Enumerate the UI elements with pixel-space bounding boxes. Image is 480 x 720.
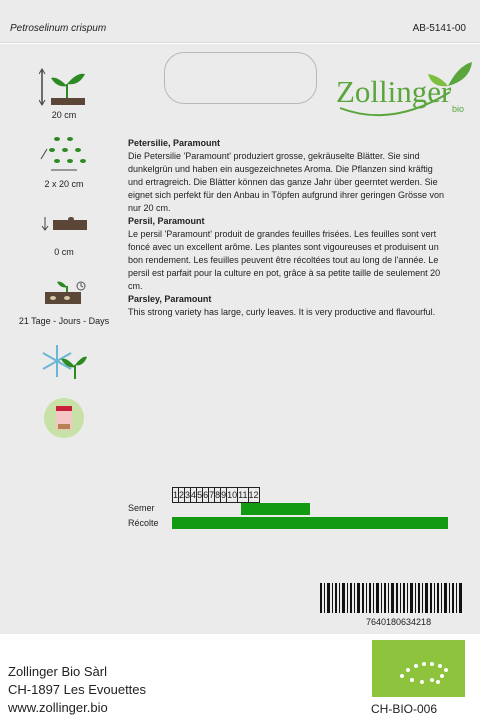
sidebar-item-frost [0,343,128,386]
plant-height-icon [39,68,89,106]
month-cell: 9 [221,488,227,503]
pot-culture-icon [42,396,86,440]
description-title-en: Parsley, Paramount [128,294,212,304]
sidebar-item-pot [0,396,128,445]
description-text-fr: Le persil 'Paramount' produit de grandes feuilles frisées. Les feuilles sont vert foncé avec un excellent arôme. Les plantes sont vigoureuses et produisent un bon rendement. Les feuilles peuvent être récoltées tout au long de l'année. Le persil est parfait pour la culture en pot, grâce à sa petite taille de seulement 20 cm. [128,229,441,291]
height-label: 20 cm [51,110,77,120]
spacing-icon [39,135,89,173]
sidebar-item-height [0,68,128,111]
month-cell: 3 [185,488,191,503]
species-name: Petroselinum crispum [10,23,107,34]
company-website: www.zollinger.bio [8,700,108,715]
month-cell: 6 [203,488,209,503]
certification-code: CH-BIO-006 [371,702,438,716]
depth-label: 0 cm [54,247,74,257]
brand-suffix: bio [452,104,465,114]
month-cell: 1 [173,488,179,503]
month-cell: 7 [209,488,215,503]
company-name: Zollinger Bio Sàrl [8,664,107,679]
harvest-row-label: Récolte [128,518,159,528]
harvest-bar [172,517,448,529]
article-number: AB-5141-00 [412,23,466,34]
month-cell: 5 [197,488,203,503]
description-area [128,137,446,319]
sowing-bar [241,503,310,515]
sidebar-item-depth [0,214,128,237]
barcode-icon [320,583,463,613]
month-cell: 8 [215,488,221,503]
eu-organic-logo-icon [372,640,465,697]
sidebar-item-germination [0,280,128,311]
description-title-fr: Persil, Paramount [128,216,205,226]
month-cell: 4 [191,488,197,503]
packet-window [164,52,317,104]
calendar-month-header [172,487,260,503]
sowing-depth-icon [39,214,89,232]
seed-packet-card [0,44,480,634]
germination-label: 21 Tage - Jours - Days [18,316,110,326]
month-cell: 2 [179,488,185,503]
description-text-en: This strong variety has large, curly leaves. It is very productive and flavourful. [128,307,436,317]
germination-time-icon [39,280,89,306]
sidebar-item-spacing [0,135,128,178]
month-cell: 11 [238,488,248,503]
month-cell: 12 [248,488,259,503]
description-title-de: Petersilie, Paramount [128,138,221,148]
spacing-label: 2 x 20 cm [44,179,84,189]
brand-logo [332,58,474,130]
sowing-row-label: Semer [128,503,155,513]
brand-name: Zollinger [336,74,452,109]
header-bar [0,0,480,43]
month-cell: 10 [227,488,238,503]
frost-hardy-icon [39,343,89,381]
barcode-number: 7640180634218 [366,617,432,627]
company-address: CH-1897 Les Evouettes [8,682,147,697]
description-text-de: Die Petersilie 'Paramount' produziert grosse, gekräuselte Blätter. Sie sind dunkelgrün und haben ein ausgezeichnetes Aroma. Die Pflanzen sind kräftig und ertragreich. Die Blätter können das ganze Jahr über geerntet werden. Sie eignet sich perfekt für den Anbau in Töpfen aufgrund ihrer geringen Grösse von nur 20 cm. [128,151,445,213]
